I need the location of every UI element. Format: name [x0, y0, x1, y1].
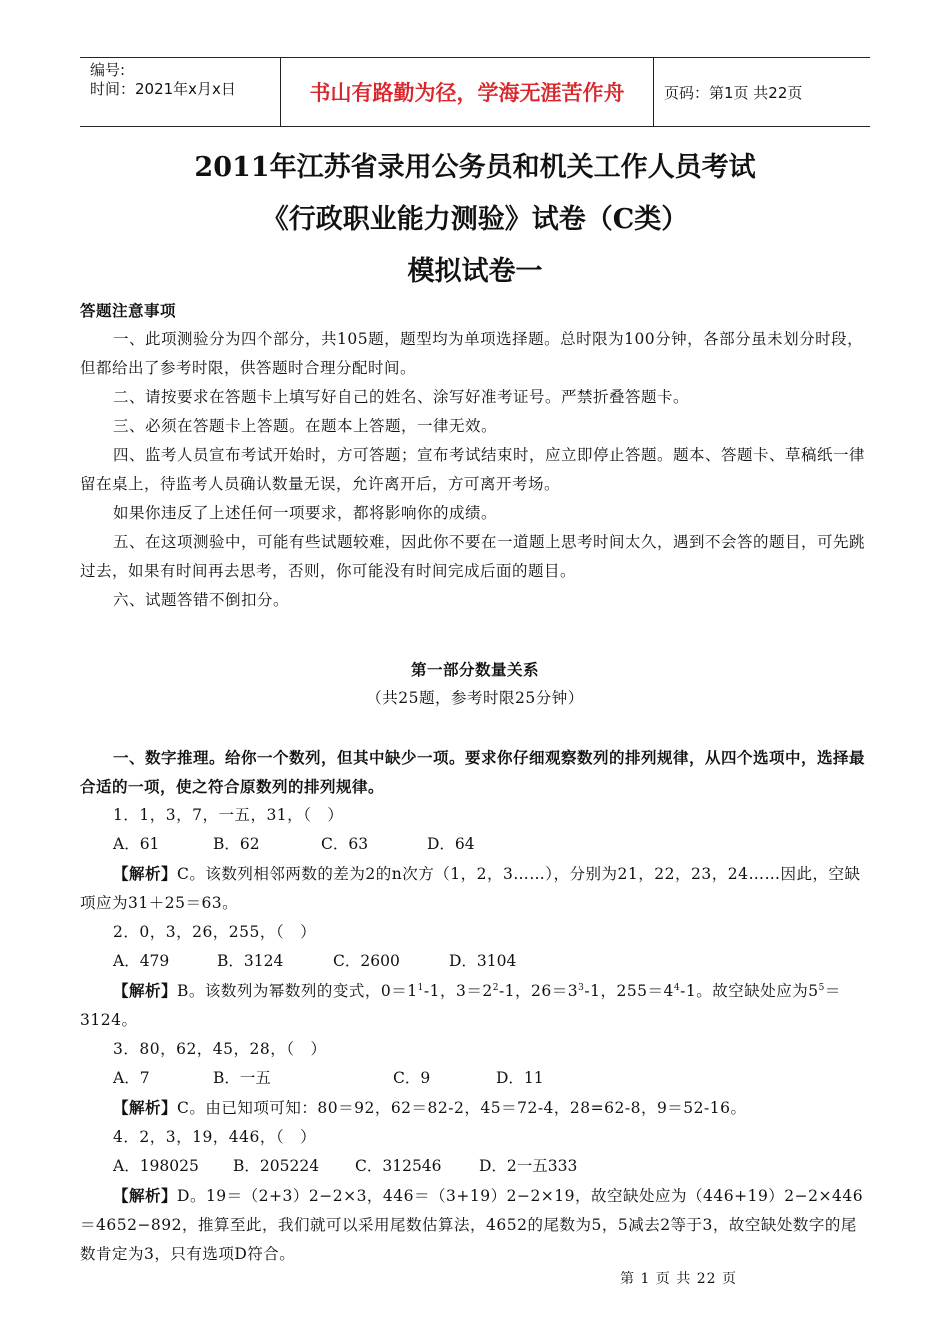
header-meta [80, 58, 280, 126]
analysis-text: C。该数列相邻两数的差为2的n次方（1，2，3……），分别为21，22，23，24……因此，空缺项应为31＋25＝63。 [80, 865, 861, 912]
analysis [80, 859, 870, 918]
document-body [80, 296, 870, 1269]
option: C．63 [321, 835, 369, 853]
option: A．198025 [113, 1157, 199, 1175]
analysis-text: B。该数列为幂数列的变式，0＝1 [177, 982, 418, 1000]
option: D．2一五333 [479, 1157, 578, 1175]
option: D．11 [496, 1069, 544, 1087]
question-stem: 2．0，3，26，255，（ ） [113, 923, 317, 941]
option: C．2600 [333, 952, 400, 970]
superscript: 2 [492, 982, 499, 993]
analysis-text: -1。故空缺处应为5 [680, 982, 819, 1000]
number-label: 编号: [90, 61, 126, 79]
option: D．64 [427, 835, 475, 853]
title-line-1: 2011年江苏省录用公务员和机关工作人员考试 [194, 152, 756, 183]
option: B．205224 [233, 1157, 320, 1175]
section-instruction: 一、数字推理。给你一个数列，但其中缺少一项。要求你仔细观察数列的排列规律，从四个选项中，选择最合适的一项，使之符合原数列的排列规律。 [80, 748, 866, 796]
note-item: 三、必须在答题卡上答题。在题本上答题，一律无效。 [113, 417, 498, 435]
option: B．62 [213, 835, 260, 853]
analysis-label: 【解析】 [113, 864, 178, 883]
analysis-label: 【解析】 [113, 1098, 178, 1117]
option: A．7 [113, 1069, 150, 1087]
analysis-text: C。由已知项可知：80＝92，62＝82-2，45＝72-4，28=62-8，9＝52-16。 [177, 1099, 747, 1117]
analysis-label: 【解析】 [113, 981, 178, 1000]
title-line-3: 模拟试卷一 [407, 256, 543, 287]
title-line-2: 《行政职业能力测验》试卷（C类） [261, 204, 689, 235]
analysis-text: D。19＝（2+3）2−2×3，446＝（3+19）2−2×19，故空缺处应为（446+19）2−2×446＝4652−892，推算至此，我们就可以采用尾数估算法，4652的尾数为5，5减去2等于3，故空缺处数字的尾数肯定为3，只有选项D符合。 [80, 1187, 864, 1263]
question-options [80, 947, 870, 976]
header-motto: 书山有路勤为径，学海无涯苦作舟 [280, 58, 654, 126]
notes-heading: 答题注意事项 [80, 301, 177, 320]
note-item: 四、监考人员宣布考试开始时，方可答题；宣布考试结束时，应立即停止答题。题本、答题卡、草稿纸一律留在桌上，待监考人员确认数量无误，允许离开后，方可离开考场。 [80, 446, 866, 493]
section-subtitle: （共25题，参考时限25分钟） [366, 689, 584, 707]
option: D．3104 [449, 952, 517, 970]
note-item: 六、试题答错不倒扣分。 [113, 591, 290, 609]
time-label: 时间：2021年x月x日 [90, 80, 236, 98]
option: B．3124 [217, 952, 284, 970]
analysis-text: ＝3124。 [80, 982, 841, 1029]
analysis-text: -1，255＝4 [584, 982, 674, 1000]
note-item: 一、此项测验分为四个部分，共105题，题型均为单项选择题。总时限为100分钟，各部分虽未划分时段，但都给出了参考时限，供答题时合理分配时间。 [80, 330, 864, 377]
header-page-info: 页码：第1页 共22页 [664, 83, 803, 102]
question-options [80, 1064, 870, 1093]
analysis-text: -1，26＝3 [498, 982, 579, 1000]
option: A．479 [113, 952, 170, 970]
superscript: 4 [673, 982, 681, 993]
analysis [80, 976, 870, 1035]
question-options [80, 830, 870, 859]
analysis-label: 【解析】 [113, 1186, 178, 1205]
option: A．61 [113, 835, 160, 853]
note-item: 五、在这项测验中，可能有些试题较难，因此你不要在一道题上思考时间太久，遇到不会答的题目，可先跳过去，如果有时间再去思考，否则，你可能没有时间完成后面的题目。 [80, 533, 866, 580]
question-stem: 3．80，62，45，28，（ ） [113, 1040, 327, 1058]
note-item: 二、请按要求在答题卡上填写好自己的姓名、涂写好准考证号。严禁折叠答题卡。 [113, 388, 690, 406]
note-item: 如果你违反了上述任何一项要求，都将影响你的成绩。 [113, 504, 498, 522]
question-stem: 4．2，3，19，446，（ ） [113, 1128, 317, 1146]
header-table [80, 57, 870, 127]
superscript: 1 [417, 982, 424, 993]
superscript: 3 [578, 982, 585, 993]
superscript: 5 [818, 982, 825, 993]
analysis-text: -1，3＝2 [423, 982, 493, 1000]
analysis [80, 1093, 870, 1123]
question-options [80, 1152, 870, 1181]
page-footer: 第 1 页 共 22 页 [620, 1271, 737, 1287]
analysis [80, 1181, 870, 1269]
option: C．312546 [355, 1157, 442, 1175]
question-stem: 1．1，3，7，一五，31，（ ） [113, 806, 344, 824]
section-title: 第一部分数量关系 [410, 660, 539, 679]
option: C．9 [393, 1069, 431, 1087]
option: B．一五 [213, 1069, 271, 1087]
